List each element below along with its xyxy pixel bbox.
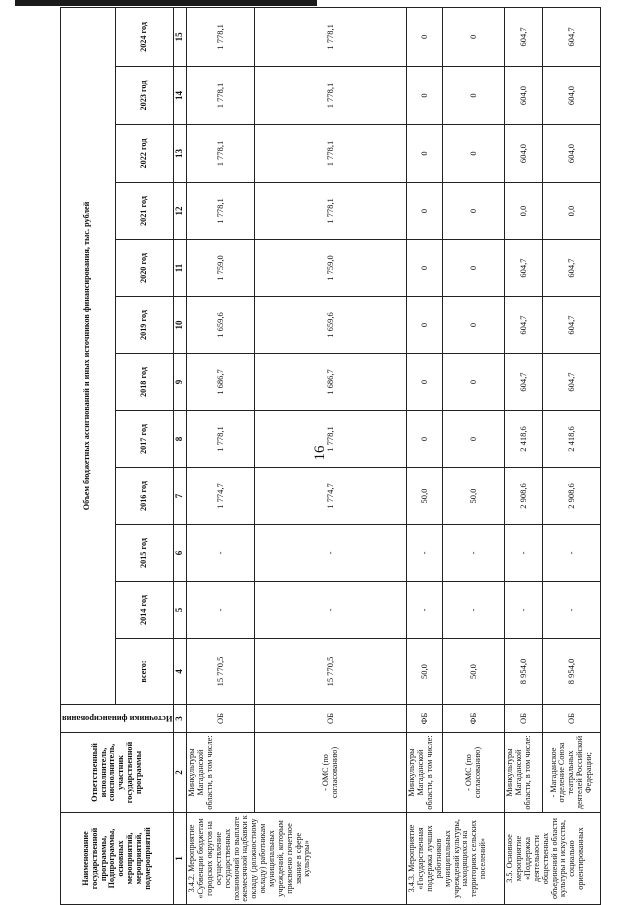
column-number-row — [174, 7, 187, 904]
row-value: - — [187, 525, 255, 582]
row-value: 604,7 — [505, 297, 543, 354]
row-value: 0 — [407, 240, 443, 297]
row-value: 50,0 — [407, 468, 443, 525]
table-row — [443, 7, 505, 904]
table-row — [543, 7, 601, 904]
header-year: 2022 год — [115, 125, 174, 183]
row-value: 1 778,1 — [255, 411, 407, 468]
row-value: 0 — [407, 67, 443, 125]
row-value: 1 778,1 — [187, 183, 255, 240]
row-value: 1 778,1 — [187, 7, 255, 66]
row-value: 1 759,0 — [187, 240, 255, 297]
row-executor: Минкультуры Магаданской области, в том числе: — [407, 733, 443, 813]
row-value: 1 778,1 — [255, 7, 407, 66]
row-value: 604,7 — [505, 7, 543, 66]
row-value: 0,0 — [505, 183, 543, 240]
row-value: 0 — [443, 125, 505, 183]
table-row — [255, 7, 407, 904]
row-value: - — [407, 582, 443, 639]
rotated-table-wrapper — [60, 8, 593, 905]
row-value: 0 — [407, 7, 443, 66]
row-value: 604,7 — [505, 354, 543, 411]
row-value: 0 — [443, 183, 505, 240]
column-number: 7 — [174, 468, 187, 525]
row-executor: - Магаданское отделение Союза театральных деятелей Российской Федерации; — [543, 733, 601, 813]
row-value: 604,7 — [543, 297, 601, 354]
row-value: 1 778,1 — [255, 183, 407, 240]
row-value: 0 — [443, 297, 505, 354]
row-value: 0 — [407, 411, 443, 468]
row-value: 2 908,6 — [505, 468, 543, 525]
row-executor: Минкультуры Магаданской области, в том числе: — [505, 733, 543, 813]
row-source: ФБ — [443, 705, 505, 733]
scan-edge-bar — [15, 0, 317, 6]
row-total: 15 770,5 — [187, 639, 255, 705]
row-source: ОБ — [187, 705, 255, 733]
header-year: 2019 год — [115, 297, 174, 354]
header-year: 2014 год — [115, 582, 174, 639]
row-source: ФБ — [407, 705, 443, 733]
table-holder — [60, 8, 593, 905]
row-value: 604,7 — [505, 240, 543, 297]
column-number: 9 — [174, 354, 187, 411]
row-executor: Минкультуры Магаданской области, в том числе: — [187, 733, 255, 813]
header-row-1 — [61, 7, 116, 904]
column-number: 15 — [174, 7, 187, 66]
row-value: - — [543, 582, 601, 639]
row-value: 604,7 — [543, 240, 601, 297]
header-year: 2018 год — [115, 354, 174, 411]
row-value: 604,7 — [543, 7, 601, 66]
table-row — [187, 7, 255, 904]
row-value: 0 — [407, 354, 443, 411]
row-value: 1 686,7 — [187, 354, 255, 411]
column-number: 11 — [174, 240, 187, 297]
column-number: 12 — [174, 183, 187, 240]
row-value: - — [255, 582, 407, 639]
header-year: 2023 год — [115, 67, 174, 125]
row-value: 1 774,7 — [255, 468, 407, 525]
row-value: 1 659,6 — [187, 297, 255, 354]
row-value: 2 418,6 — [505, 411, 543, 468]
column-number: 3 — [174, 705, 187, 733]
header-year: 2021 год — [115, 183, 174, 240]
row-value: 1 759,0 — [255, 240, 407, 297]
row-value: 0 — [407, 125, 443, 183]
header-year: 2015 год — [115, 525, 174, 582]
row-value: 0 — [407, 297, 443, 354]
row-value: 1 778,1 — [187, 125, 255, 183]
column-number: 4 — [174, 639, 187, 705]
row-value: 0 — [443, 354, 505, 411]
row-value: 0 — [443, 7, 505, 66]
column-number: 5 — [174, 582, 187, 639]
column-number: 14 — [174, 67, 187, 125]
row-value: 604,0 — [543, 125, 601, 183]
header-total: всего: — [115, 639, 174, 705]
row-source: ОБ — [505, 705, 543, 733]
table-row — [407, 7, 443, 904]
row-total: 15 770,5 — [255, 639, 407, 705]
row-value: - — [187, 582, 255, 639]
row-value: - — [505, 582, 543, 639]
row-value: 0,0 — [543, 183, 601, 240]
row-value: 2 418,6 — [543, 411, 601, 468]
row-value: 604,0 — [543, 67, 601, 125]
header-source-text: Источники финансирования — [62, 713, 173, 724]
header-year: 2024 год — [115, 7, 174, 66]
row-total: 50,0 — [407, 639, 443, 705]
row-source: ОБ — [255, 705, 407, 733]
row-value: - — [255, 525, 407, 582]
row-value: 1 659,6 — [255, 297, 407, 354]
row-value: 0 — [443, 67, 505, 125]
row-item-name: 3.5. Основное мероприятие «Поддержка деятельности общественных объединений в области культуры и искусства, социально ориентированных — [505, 813, 601, 905]
row-value: 0 — [407, 183, 443, 240]
row-executor: - ОМС (по согласованию) — [443, 733, 505, 813]
row-value: 50,0 — [443, 468, 505, 525]
column-number: 6 — [174, 525, 187, 582]
header-source — [61, 705, 174, 733]
column-number: 13 — [174, 125, 187, 183]
row-item-name: 3.4.3. Мероприятие «Государственная поддержка лучших работников муниципальных учреждений культуры, находящихся на территориях сельских поселений» — [407, 813, 505, 905]
row-value: 1 778,1 — [187, 67, 255, 125]
financing-table — [60, 7, 601, 905]
row-value: 0 — [443, 240, 505, 297]
row-value: 1 778,1 — [255, 125, 407, 183]
column-number: 10 — [174, 297, 187, 354]
row-value: - — [407, 525, 443, 582]
row-value: - — [443, 582, 505, 639]
row-total: 8 954,0 — [543, 639, 601, 705]
row-value: 2 908,6 — [543, 468, 601, 525]
row-item-name: 3.4.2. Мероприятие «Субвенции бюджетам городских округов на осуществление государственных полномочий по выплате ежемесячной надбавки к окладу (должностному окладу) работникам муниципальных учреждений, которым присвоено почетное звание в сфере культуры» — [187, 813, 407, 905]
table-row — [505, 7, 543, 904]
row-value: 1 774,7 — [187, 468, 255, 525]
column-number: 2 — [174, 733, 187, 813]
row-total: 50,0 — [443, 639, 505, 705]
row-value: 1 778,1 — [255, 67, 407, 125]
row-value: 1 778,1 — [187, 411, 255, 468]
row-value: - — [443, 525, 505, 582]
row-total: 8 954,0 — [505, 639, 543, 705]
row-value: - — [543, 525, 601, 582]
row-value: - — [505, 525, 543, 582]
column-number: 1 — [174, 813, 187, 905]
page-number: 16 — [312, 445, 328, 461]
header-executor: Ответственный исполнитель, соисполнитель, участник государственной программы — [61, 733, 174, 813]
row-executor: - ОМС (по согласованию) — [255, 733, 407, 813]
column-number: 8 — [174, 411, 187, 468]
header-name: Наименование государственной программы, Подпрограммы, основных мероприятий, мероприятий, подмероприятий — [61, 813, 174, 905]
row-value: 604,0 — [505, 125, 543, 183]
row-value: 1 686,7 — [255, 354, 407, 411]
header-volume-title: Объем бюджетных ассигнований и иных источников финансирования, тыс. рублей — [61, 7, 116, 704]
row-source: ОБ — [543, 705, 601, 733]
row-value: 604,0 — [505, 67, 543, 125]
header-year: 2017 год — [115, 411, 174, 468]
header-year: 2016 год — [115, 468, 174, 525]
header-year: 2020 год — [115, 240, 174, 297]
row-value: 604,7 — [543, 354, 601, 411]
row-value: 0 — [443, 411, 505, 468]
